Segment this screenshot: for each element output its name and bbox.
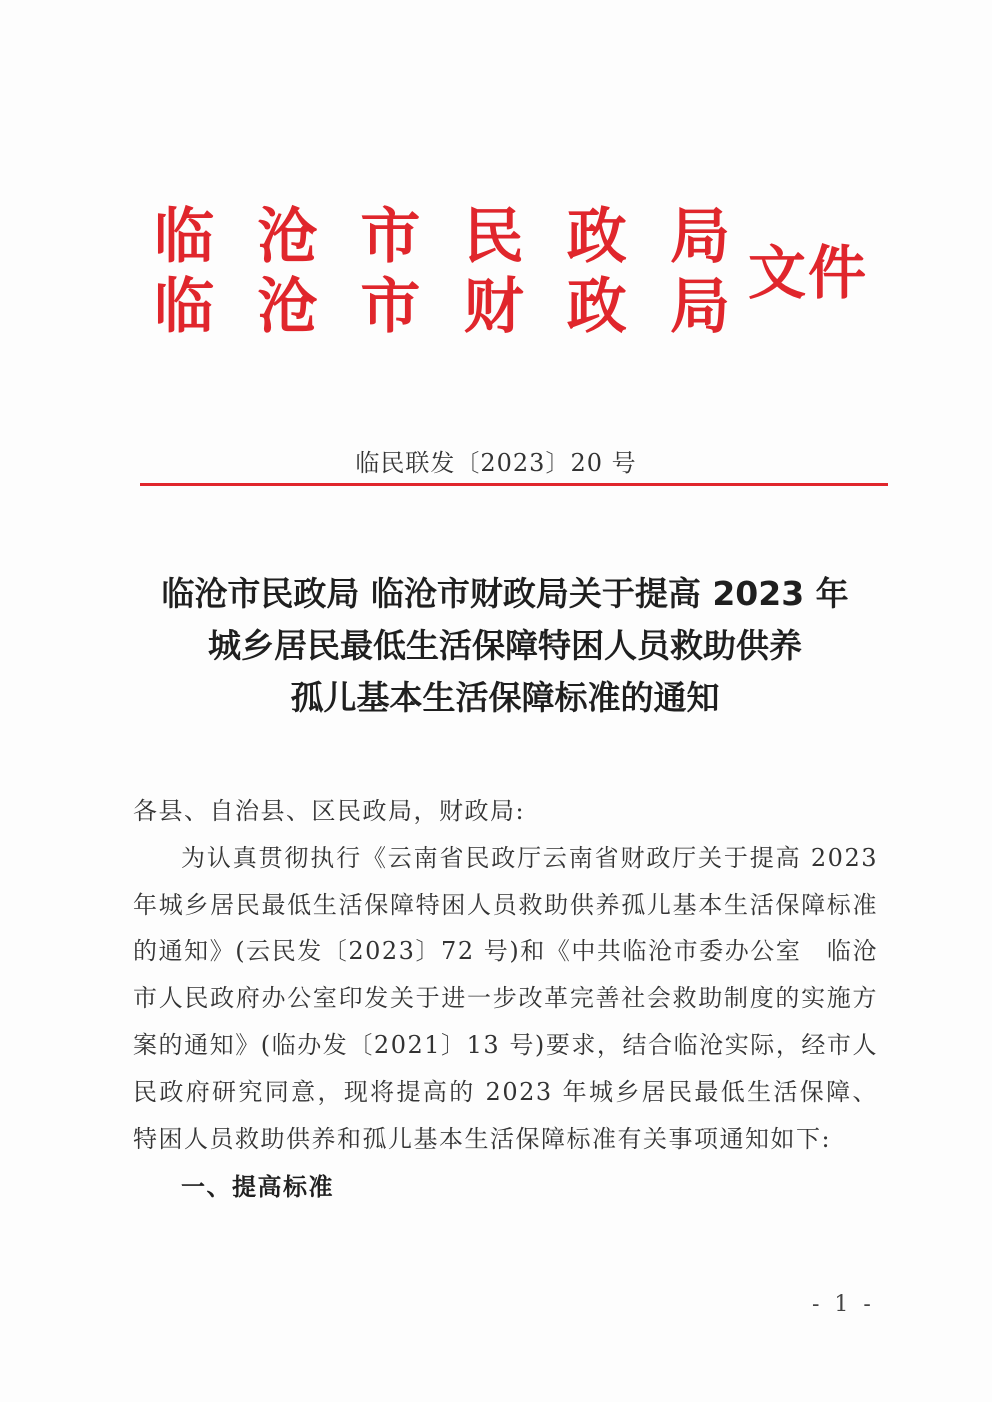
header-char: 局 [669, 272, 730, 342]
title-line: 临沧市民政局 临沧市财政局关于提高 2023 年 [161, 574, 849, 613]
header-char: 政 [566, 202, 627, 272]
document-body [133, 788, 878, 1211]
header-char: 沧 [257, 272, 318, 342]
header-char: 市 [360, 272, 421, 342]
header-char: 民 [463, 202, 524, 272]
issuing-authorities [152, 202, 732, 342]
authority-line-finance [152, 272, 732, 342]
body-paragraph: 为认真贯彻执行《云南省民政厅云南省财政厅关于提高 2023 年城乡居民最低生活保障特困人员救助供养孤儿基本生活保障标准的通知》(云民发〔2023〕72 号)和《中共临沧市委办公室 临沧市人民政府办公室印发关于进一步改革完善社会救助制度的实施方案的通知》(临办发〔2021〕13 号)要求，结合临沧实际，经市人民政府研究同意，现将提高的 2023 年城乡居民最低生活保障、特困人员救助供养和孤儿基本生活保障标准有关事项通知如下: [133, 843, 878, 1153]
authority-line-civil-affairs [152, 202, 732, 272]
header-char: 财 [463, 272, 524, 342]
header-char: 政 [566, 272, 627, 342]
red-separator-line [140, 483, 888, 486]
document-title [100, 568, 910, 724]
header-suffix: 文件 [748, 239, 869, 307]
title-line: 城乡居民最低生活保障特困人员救助供养 [208, 626, 802, 665]
document-number: 临民联发〔2023〕20 号 [355, 449, 637, 477]
header-char: 市 [360, 202, 421, 272]
header-char: 临 [154, 202, 214, 272]
title-line: 孤儿基本生活保障标准的通知 [290, 678, 720, 717]
page-number: - 1 - [812, 1292, 875, 1317]
header-char: 局 [669, 202, 730, 272]
header-char: 沧 [257, 202, 318, 272]
header-char: 临 [154, 272, 214, 342]
salutation: 各县、自治县、区民政局，财政局: [133, 797, 526, 825]
section-heading: 一、提高标准 [181, 1173, 334, 1202]
